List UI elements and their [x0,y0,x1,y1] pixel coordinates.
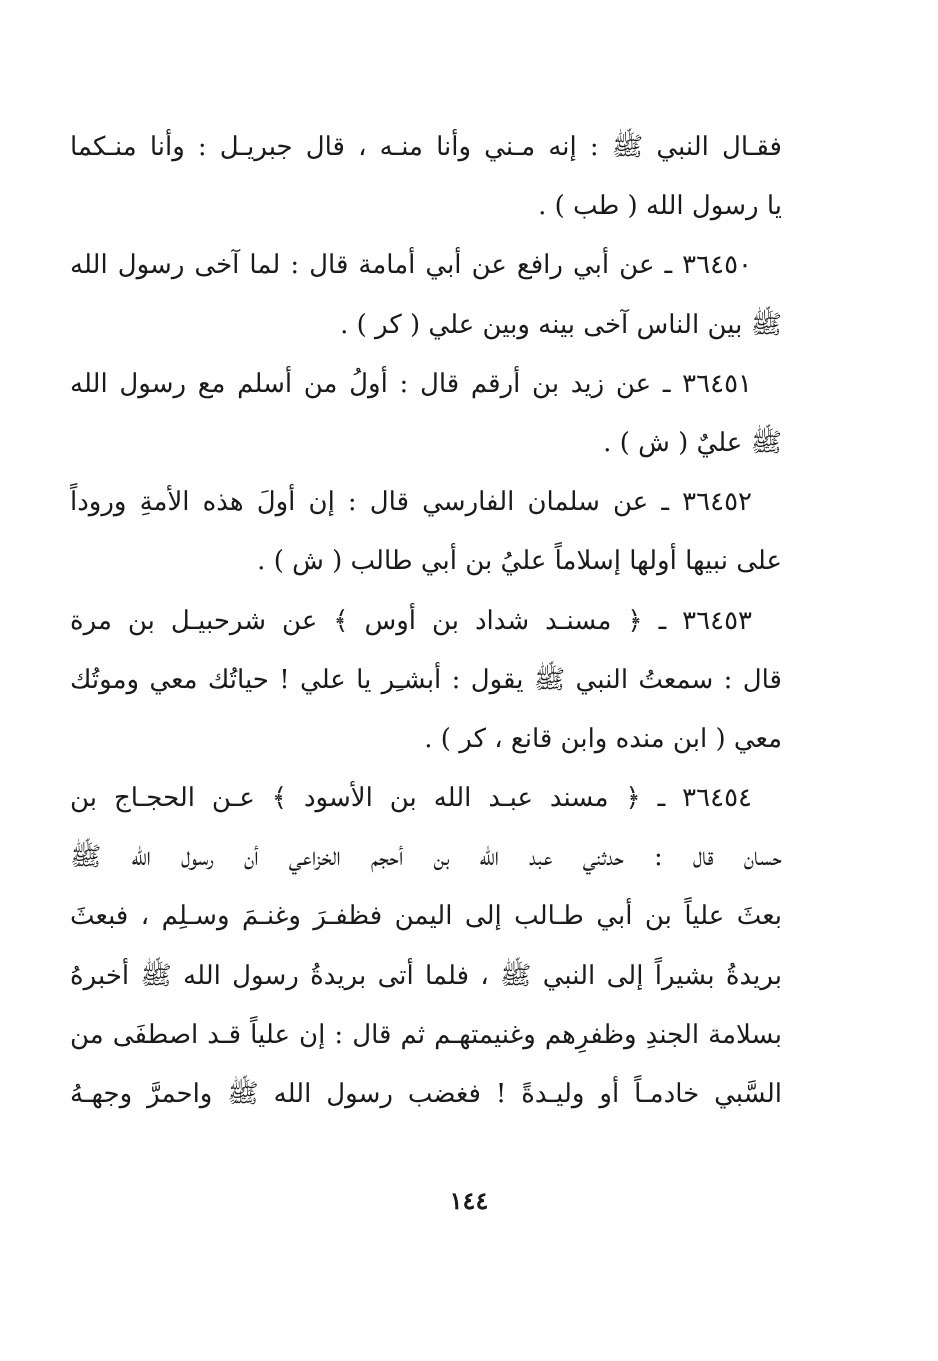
hadith-line: ٣٦٤٥٠ ـ عن أبي رافع عن أبي أمامة قال : لما آخى رسول الله [70,250,752,281]
text-line: حسان قال : حدثني عبد الله بن أحجم الخزاعي أن رسول الله ﷺ [70,842,782,873]
text-line: بعثَ علياً بن أبي طـالب إلى اليمن فظفـرَ وغنـمَ وسـلِم ، فبعثَ [70,901,782,932]
text-line: ﷺ عليٌ ( ش ) . [603,427,782,458]
text-line: على نبيها أولها إسلاماً عليُ بن أبي طالب ( ش ) . [257,546,782,577]
text-line: ﷺ بين الناس آخى بينه وبين علي ( كر ) . [340,309,782,340]
text-line: معي ( ابن منده وابن قانع ، كر ) . [424,723,782,754]
page-number: ١٤٤ [449,1186,489,1215]
text-line: بريدةُ بشيراً إلى النبي ﷺ ، فلما أتى بريدةُ رسول الله ﷺ أخبرهُ [70,960,782,991]
text-line: فقـال النبي ﷺ : إنه مـني وأنا منـه ، قال جبريـل : وأنا منـكما [70,132,782,162]
text-line: يا رسول الله ( طب ) . [538,191,782,222]
hadith-line: ٣٦٤٥٢ ـ عن سلمان الفارسي قال : إن أولَ هذه الأمةِ وروداً [70,487,752,518]
hadith-line: ٣٦٤٥١ ـ عن زيد بن أرقم قال : أولُ من أسلم مع رسول الله [70,368,752,399]
page-text [70,118,782,1124]
text-line: قال : سمعتُ النبي ﷺ يقول : أبشـِر يا علي ! حياتُك معي وموتُك [70,664,782,695]
hadith-line: ٣٦٤٥٣ ـ ﴿ مسنـد شداد بن أوس ﴾ عن شرحبيـل بن مرة [70,605,752,636]
text-line: السَّبي خادمـاً أو وليـدةً ! فغضب رسول الله ﷺ واحمرَّ وجهـهُ [70,1079,782,1109]
text-line: بسلامة الجندِ وظفرِهم وغنيمتهـم ثم قال : إن علياً قـد اصطفَى من [70,1019,782,1050]
hadith-line: ٣٦٤٥٤ ـ ﴿ مسند عبـد الله بن الأسود ﴾ عـن الحجـاج بن [70,783,752,814]
